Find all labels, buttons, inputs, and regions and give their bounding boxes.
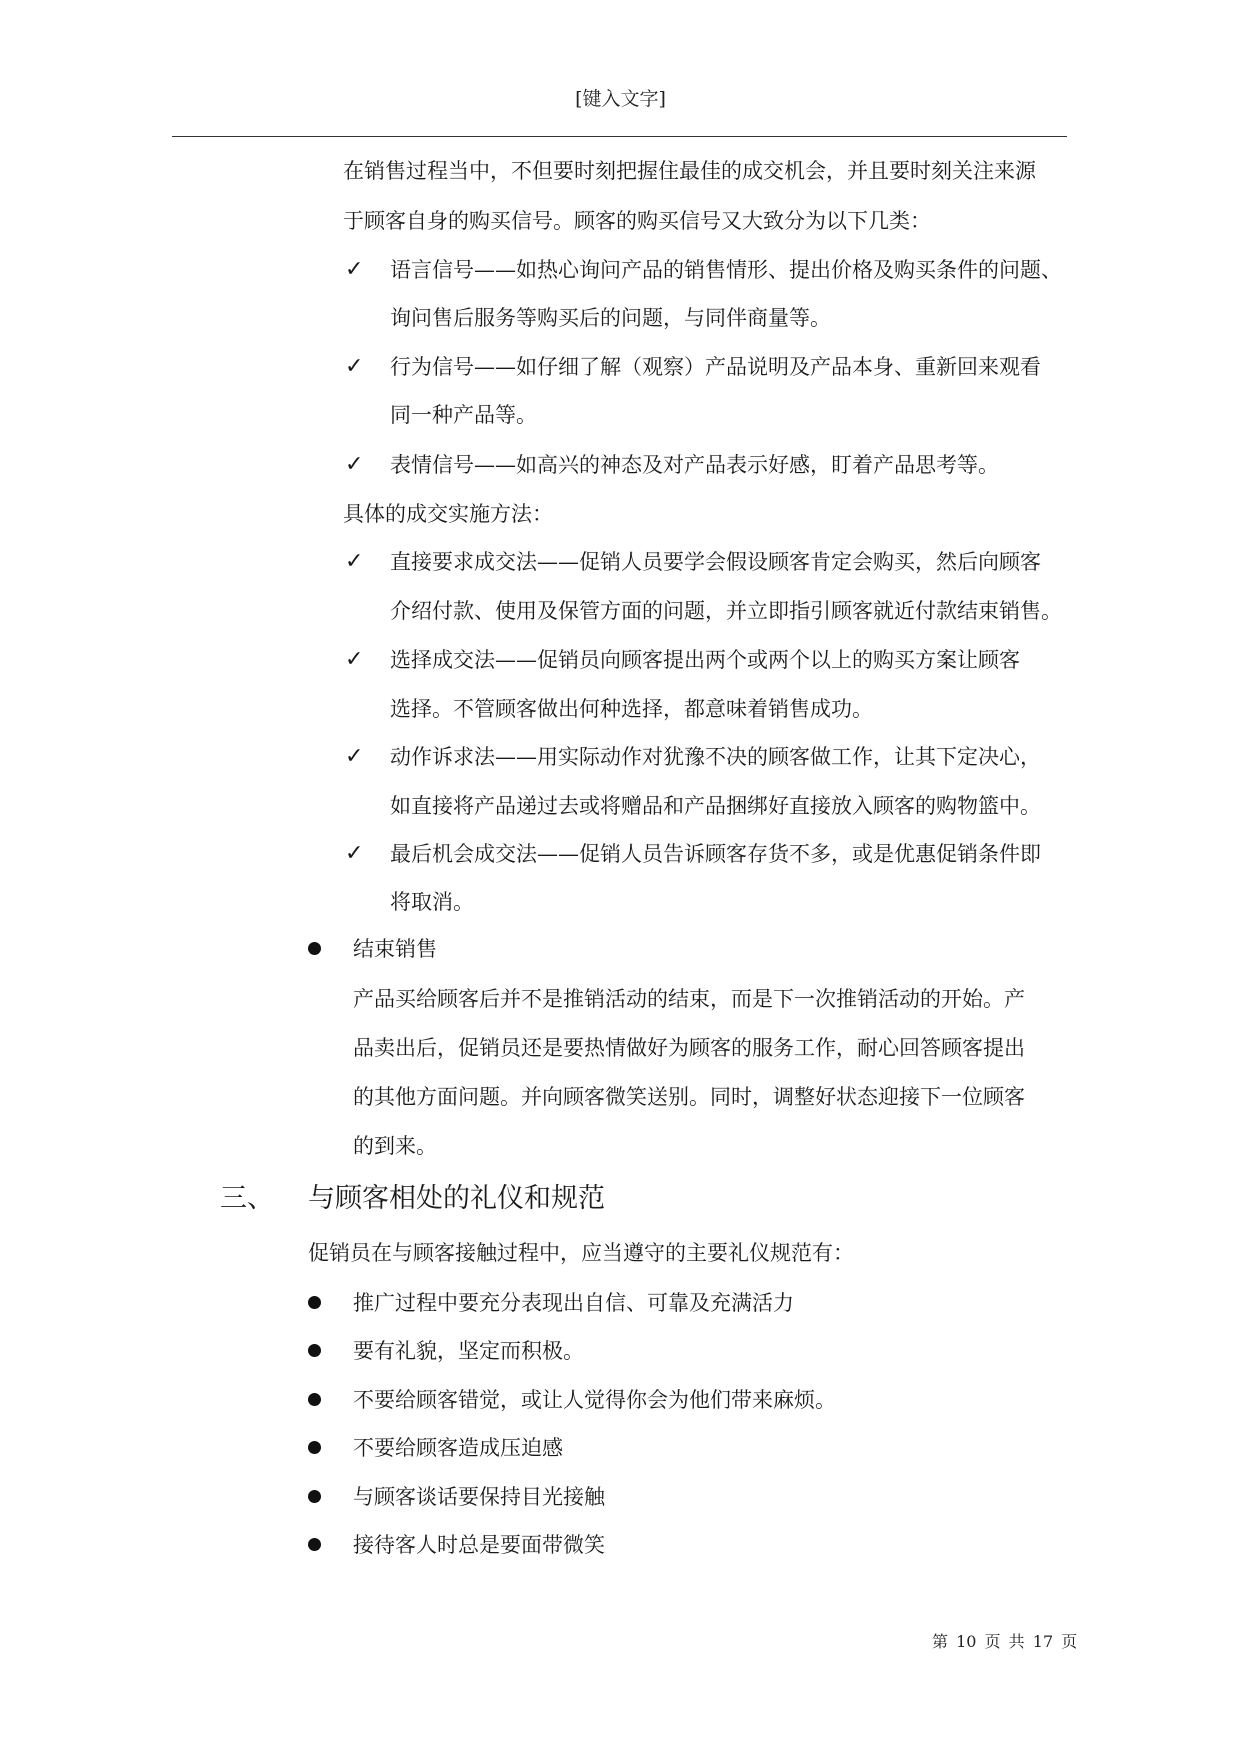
check-mark-icon: ✓ xyxy=(345,647,364,672)
methods-title: 具体的成交实施方法： xyxy=(343,502,553,526)
page-header: [键入文字] xyxy=(575,88,666,110)
section-number: 三、 xyxy=(220,1183,274,1214)
signal-line: 表情信号——如高兴的神态及对产品表示好感，盯着产品思考等。 xyxy=(390,453,999,477)
page-footer xyxy=(932,1629,1080,1652)
filled-circle-bullet-icon xyxy=(308,1538,321,1551)
method-line: 最后机会成交法——促销人员告诉顾客存货不多，或是优惠促销条件即 xyxy=(390,842,1041,866)
method-line: 直接要求成交法——促销人员要学会假设顾客肯定会购买，然后向顾客 xyxy=(390,550,1041,574)
signal-line: 询问售后服务等购买后的问题，与同伴商量等。 xyxy=(390,306,831,330)
closing-line: 的到来。 xyxy=(353,1134,437,1158)
header-rule xyxy=(172,136,1067,137)
footer-ye: 页 xyxy=(984,1632,1001,1651)
method-line: 选择。不管顾客做出何种选择，都意味着销售成功。 xyxy=(390,697,873,721)
footer-total-pages: 17 xyxy=(1032,1632,1054,1651)
method-line: 介绍付款、使用及保管方面的问题，并立即指引顾客就近付款结束销售。 xyxy=(390,599,1062,623)
method-line: 如直接将产品递过去或将赠品和产品捆绑好直接放入顾客的购物篮中。 xyxy=(390,794,1041,818)
check-mark-icon: ✓ xyxy=(345,549,364,574)
list-item: 要有礼貌，坚定而积极。 xyxy=(353,1339,584,1363)
filled-circle-bullet-icon xyxy=(308,1296,321,1309)
list-item: 推广过程中要充分表现出自信、可靠及充满活力 xyxy=(353,1291,794,1315)
closing-line: 产品买给顾客后并不是推销活动的结束，而是下一次推销活动的开始。产 xyxy=(353,987,1025,1011)
signal-line: 行为信号——如仔细了解（观察）产品说明及产品本身、重新回来观看 xyxy=(390,355,1041,379)
filled-circle-bullet-icon xyxy=(308,1441,321,1454)
list-item: 接待客人时总是要面带微笑 xyxy=(353,1533,605,1557)
footer-di: 第 xyxy=(932,1632,949,1651)
footer-page-number: 10 xyxy=(956,1632,977,1651)
list-item: 不要给顾客造成压迫感 xyxy=(353,1436,563,1460)
signal-line: 语言信号——如热心询问产品的销售情形、提出价格及购买条件的问题、 xyxy=(390,258,1062,282)
filled-circle-bullet-icon xyxy=(308,1490,321,1503)
intro-line: 于顾客自身的购买信号。顾客的购买信号又大致分为以下几类： xyxy=(343,209,931,233)
section-title: 与顾客相处的礼仪和规范 xyxy=(308,1183,605,1214)
filled-circle-bullet-icon xyxy=(308,1393,321,1406)
footer-ye: 页 xyxy=(1061,1632,1078,1651)
filled-circle-bullet-icon xyxy=(308,1344,321,1357)
method-line: 动作诉求法——用实际动作对犹豫不决的顾客做工作，让其下定决心， xyxy=(390,745,1041,769)
check-mark-icon: ✓ xyxy=(345,257,364,282)
closing-line: 品卖出后，促销员还是要热情做好为顾客的服务工作，耐心回答顾客提出 xyxy=(353,1036,1025,1060)
closing-title: 结束销售 xyxy=(353,937,437,961)
intro-line: 在销售过程当中，不但要时刻把握住最佳的成交机会，并且要时刻关注来源 xyxy=(343,159,1036,183)
check-mark-icon: ✓ xyxy=(345,354,364,379)
check-mark-icon: ✓ xyxy=(345,744,364,769)
section-intro: 促销员在与顾客接触过程中，应当遵守的主要礼仪规范有： xyxy=(308,1241,854,1265)
list-item: 与顾客谈话要保持目光接触 xyxy=(353,1485,605,1509)
footer-gong: 共 xyxy=(1008,1632,1025,1651)
filled-circle-bullet-icon xyxy=(308,942,321,955)
check-mark-icon: ✓ xyxy=(345,452,364,477)
check-mark-icon: ✓ xyxy=(345,841,364,866)
signal-line: 同一种产品等。 xyxy=(390,403,537,427)
method-line: 将取消。 xyxy=(390,890,474,914)
method-line: 选择成交法——促销员向顾客提出两个或两个以上的购买方案让顾客 xyxy=(390,648,1020,672)
list-item: 不要给顾客错觉，或让人觉得你会为他们带来麻烦。 xyxy=(353,1388,836,1412)
closing-line: 的其他方面问题。并向顾客微笑送别。同时，调整好状态迎接下一位顾客 xyxy=(353,1085,1025,1109)
